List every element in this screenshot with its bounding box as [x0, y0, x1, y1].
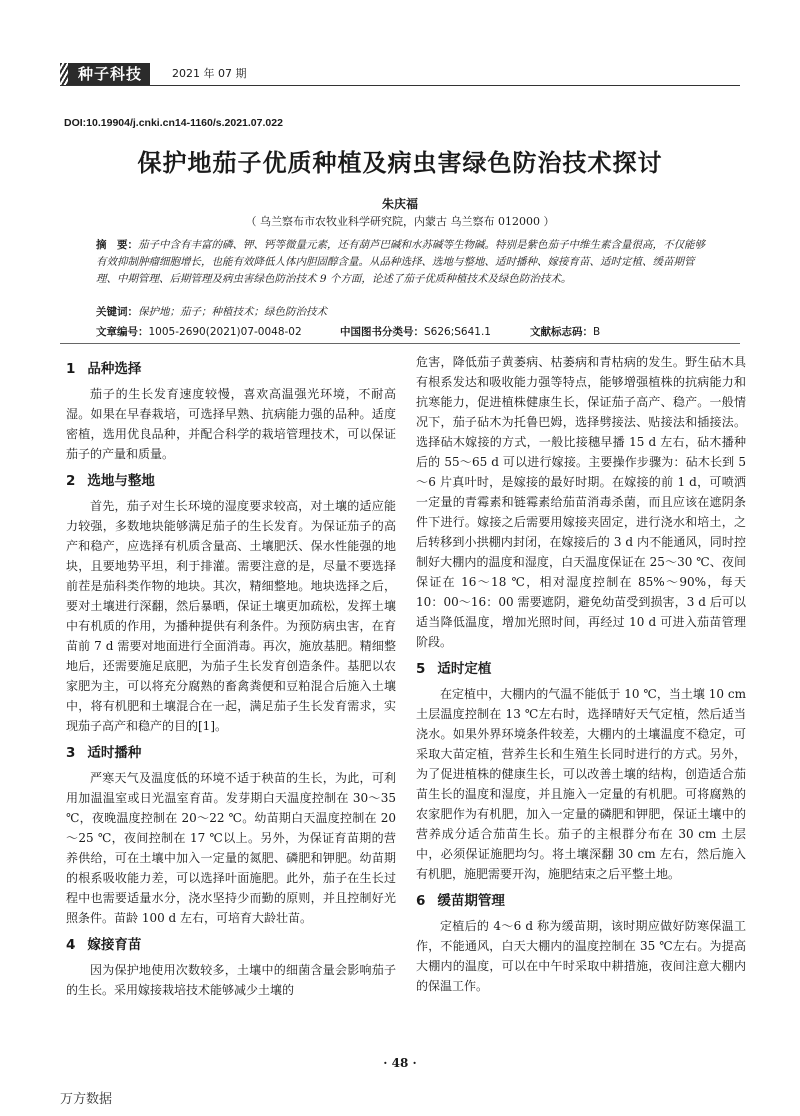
paragraph: 因为保护地使用次数较多，土壤中的细菌含量会影响茄子的生长。采用嫁接栽培技术能够减少土壤的	[66, 963, 396, 997]
section-heading: 4 嫁接育苗	[66, 937, 142, 953]
paragraph: 在定植中，大棚内的气温不能低于 10 ℃，当土壤 10 cm 土层温度控制在 13 ℃左右时，选择晴好天气定植，然后适当浇水。如果外界环境条件较差，大棚内的土壤温度不稳定，可采取大苗定植，营养生长和生殖生长同时进行的方式。另外，为了促进植株的健康生长，可以改善土壤的结构，创造适合茄苗生长的温度和湿度，并且施入一定量的有机肥。可将腐熟的农家肥作为有机肥，加入一定量的磷肥和钾肥，保证土壤中的营养成分适合茄苗生长。茄子的主根群分布在 30 cm 土层中，必须保证施肥均匀。将土壤深翻 30 cm 左右，然后施入有机肥，施肥需要开沟，施肥结束之后平整土地。	[416, 687, 746, 881]
document-code-label: 文献标志码：	[530, 326, 593, 338]
paragraph: 危害，降低茄子黄萎病、枯萎病和青枯病的发生。野生砧木具有根系发达和吸收能力强等特点，能够增强植株的抗病能力和抗寒能力，促进植株健康生长，保证茄子高产、稳产。一般情况下，茄子砧木为托鲁巴姆，选择劈接法、贴接法和插接法。选择砧木嫁接的方式，一般比接穗早播 15 d 左右，砧木播种后的 55～65 d 可以进行嫁接。主要操作步骤为：砧木长到 5～6 片真叶时，是嫁接的最好时期。在嫁接的前 1 d，可喷洒一定量的青霉素和链霉素给茄苗消毒杀菌，而且应该在遮阴条件下进行。嫁接之后需要用嫁接夹固定，进行浇水和培土，之后转移到小拱棚内封闭，在嫁接后的 3 d 内不能通风，同时控制好大棚内的温度和湿度，白天温度保证在 25～30 ℃、夜间保证在 16～18 ℃，相对湿度控制在 85%～90%，每天 10：00～16：00 需要遮阴，避免幼苗受到损害，3 d 后可以适当降低温度，增加光照时间，再经过 10 d 可进入茄苗管理阶段。	[416, 355, 746, 649]
paragraph: 茄子的生长发育速度较慢，喜欢高温强光环境，不耐高湿。如果在早春栽培，可选择早熟、抗病能力强的品种。适度密植，选用优良品种，并配合科学的栽培管理技术，可以保证茄子的产量和质量。	[66, 387, 396, 461]
section-heading: 6 缓苗期管理	[416, 893, 505, 909]
affiliation: （ 乌兰察布市农牧业科学研究院，内蒙古 乌兰察布 012000 ）	[245, 215, 555, 228]
keywords-text: 保护地；茄子；种植技术；绿色防治技术	[138, 306, 327, 318]
section-heading: 3 适时播种	[66, 745, 142, 761]
article-number-label: 文章编号：	[96, 326, 149, 338]
clc-number	[340, 324, 491, 339]
keywords-label: 关键词：	[96, 306, 138, 318]
issue-label: 2021 年 07 期	[172, 67, 247, 80]
abstract-text: 茄子中含有丰富的磷、钾、钙等微量元素，还有葫芦巴碱和水苏碱等生物碱。特别是紫色茄子中维生素含量很高，不仅能够有效抑制肿瘤细胞增长，也能有效降低人体内胆固醇含量。从品种选择、选地与整地、适时播种、嫁接育苗、适时定植、缓苗期管理、中期管理、后期管理及病虫害绿色防治技术 9 个方面，论述了茄子优质种植技术及绿色防治技术。	[96, 239, 705, 285]
document-code	[530, 324, 600, 339]
article-number-value: 1005-2690(2021)07-0048-02	[148, 326, 302, 338]
footer-watermark: 万方数据	[60, 1092, 113, 1107]
right-column	[416, 352, 746, 996]
section-heading: 1 品种选择	[66, 361, 142, 377]
paragraph: 严寒天气及温度低的环境不适于秧苗的生长，为此，可利用加温温室或日光温室育苗。发芽期白天温度控制在 30～35 ℃，夜晚温度控制在 20～22 ℃。幼苗期白天温度控制在 20～25 ℃，夜间控制在 17 ℃以上。另外，为保证育苗期的营养供给，可在土壤中加入一定量的氮肥、磷肥和钾肥。幼苗期的根系吸收能力差，可以选择叶面施肥。此外，茄子在生长过程中也需要适量水分，浇水坚持少而勤的原则，并且控制好光照条件。苗龄 100 d 左右，可培育大龄壮苗。	[66, 771, 396, 925]
article-number	[96, 324, 302, 339]
header-rule	[60, 85, 740, 86]
paragraph: 定植后的 4～6 d 称为缓苗期，该时期应做好防寒保温工作，不能通风，白天大棚内的温度控制在 35 ℃左右。为提高大棚内的温度，可以在中午时采取中耕措施，夜间注意大棚内的保温工作。	[416, 919, 746, 993]
paper-title: 保护地茄子优质种植及病虫害绿色防治技术探讨	[137, 149, 663, 177]
keywords	[96, 304, 327, 319]
abstract	[96, 237, 712, 288]
abstract-label: 摘 要：	[96, 239, 138, 251]
clc-value: S626;S641.1	[424, 326, 491, 338]
page-number: · 48 ·	[383, 1056, 417, 1070]
journal-name: 种子科技	[68, 63, 150, 85]
paragraph: 首先，茄子对生长环境的湿度要求较高，对土壤的适应能力较强，多数地块能够满足茄子的生长发育。为保证茄子的高产和稳产，应选择有机质含量高、土壤肥沃、保水性能强的地块，且要地势平坦，利于排灌。需要注意的是，尽量不要选择前茬是茄科类作物的地块。其次，精细整地。地块选择之后，要对土壤进行深翻，然后暴晒，保证土壤更加疏松，发挥土壤中有机质的作用，为播种提供有利条件。为预防病虫害，在育苗前 7 d 需要对地面进行全面消毒。再次，施放基肥。精细整地后，还需要施足底肥，为茄子生长发育创造条件。基肥以农家肥为主，可以将充分腐熟的畜禽粪便和豆粕混合后施入土壤中，将有机肥和土壤混合在一起，满足茄子生长发育需求，实现茄子高产和稳产的目的[1]。	[66, 499, 396, 733]
left-column	[66, 352, 396, 1000]
meta-rule	[60, 343, 740, 344]
clc-label: 中国图书分类号：	[340, 326, 424, 338]
doi: DOI:10.19904/j.cnki.cn14-1160/s.2021.07.022	[64, 117, 283, 129]
section-heading: 5 适时定植	[416, 661, 492, 677]
section-heading: 2 选地与整地	[66, 473, 155, 489]
document-code-value: B	[593, 326, 601, 338]
author: 朱庆福	[381, 197, 418, 211]
